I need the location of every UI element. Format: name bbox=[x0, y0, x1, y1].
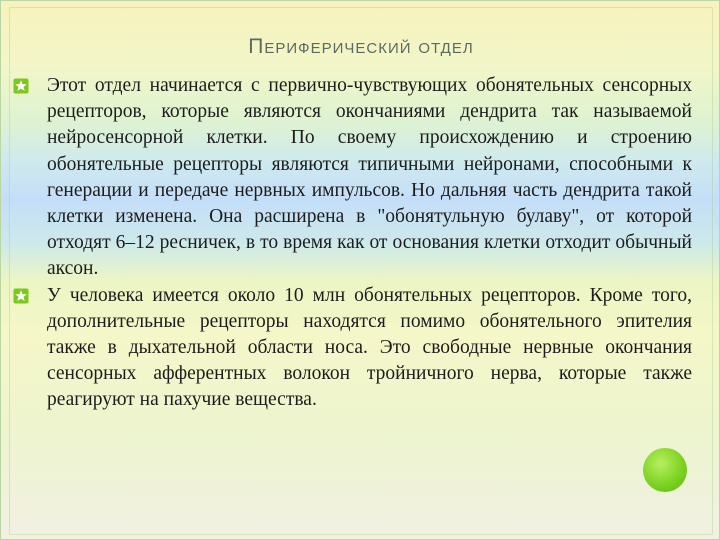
decorative-green-circle bbox=[643, 448, 687, 492]
bullet-text-1: Этот отдел начинается с первично-чувствующих обонятельных сенсорных рецепторов, которые являются окончаниями дендрита так называемой нейросенсорной клетки. По своему происхождению и строению обонятельные рецепторы являются типичными нейронами, способными к генерации и передаче нервных импульсов. Но дальняя часть дендрита такой клетки изменена. Она расширена в "обонятульную булаву", от которой отходят 6–12 ресничек, в то время как от основания клетки отходит обычный аксон. bbox=[47, 75, 692, 280]
star-bullet-icon bbox=[13, 288, 29, 304]
slide-content bbox=[47, 73, 692, 414]
bullet-paragraph-2 bbox=[47, 283, 692, 414]
slide-title: Периферический отдел bbox=[248, 35, 474, 58]
bullet-paragraph-1 bbox=[47, 73, 692, 283]
star-bullet-icon bbox=[13, 78, 29, 94]
bullet-text-2: У человека имеется около 10 млн обонятельных рецепторов. Кроме того, дополнительные рецепторы находятся помимо обонятельного эпителия также в дыхательной области носа. Это свободные нервные окончания сенсорных афферентных волокон тройничного нерва, которые также реагируют на пахучие вещества. bbox=[47, 284, 692, 411]
